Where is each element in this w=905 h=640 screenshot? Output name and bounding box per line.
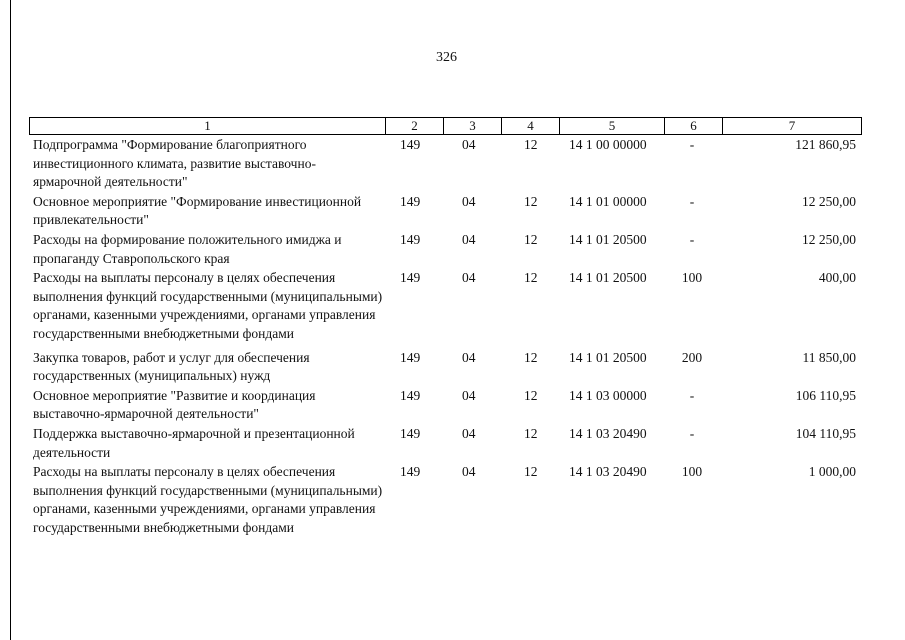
row-amount: 11 850,00 (802, 349, 856, 365)
row-code-4: 12 (524, 425, 538, 441)
row-name: Закупка товаров, работ и услуг для обеспечения государственных (муниципальных) нужд (33, 349, 310, 384)
header-col-2: 2 (386, 118, 444, 135)
row-code-4: 12 (524, 137, 538, 152)
row-code-4: 12 (524, 464, 538, 480)
page-number: 326 (436, 50, 457, 65)
row-code-2: 149 (400, 137, 421, 152)
table-row (33, 425, 863, 462)
row-amount: 121 860,95 (795, 137, 856, 152)
table-row (33, 269, 863, 343)
header-col-5: 5 (560, 118, 665, 135)
header-col-3: 3 (444, 118, 502, 135)
row-code-6: 200 (681, 349, 703, 365)
row-amount: 12 250,00 (802, 231, 856, 247)
header-row (30, 118, 862, 135)
row-name: Основное мероприятие "Развитие и координация выставочно-ярмарочной деятельности" (33, 387, 316, 422)
table-row (33, 231, 863, 268)
row-code-5: 14 1 03 20490 (569, 464, 647, 480)
row-code-2: 149 (400, 387, 421, 403)
row-amount: 106 110,95 (795, 387, 856, 403)
row-code-2: 149 (400, 464, 421, 480)
row-name: Расходы на формирование положительного имиджа и пропаганду Ставропольского края (33, 231, 342, 266)
row-code-3: 04 (462, 193, 476, 209)
row-code-3: 04 (462, 270, 476, 286)
header-col-1: 1 (30, 118, 386, 135)
row-code-4: 12 (524, 349, 538, 365)
row-code-6: 100 (681, 464, 703, 480)
row-amount: 104 110,95 (795, 425, 856, 441)
table-row (33, 387, 863, 424)
header-col-4: 4 (502, 118, 560, 135)
row-code-5: 14 1 01 20500 (569, 270, 647, 286)
row-amount: 400,00 (818, 270, 856, 286)
table-row (33, 136, 863, 192)
row-code-5: 14 1 03 20490 (569, 425, 647, 441)
header-col-6: 6 (665, 118, 723, 135)
row-code-3: 04 (462, 231, 476, 247)
row-amount: 1 000,00 (808, 464, 856, 480)
row-name: Расходы на выплаты персоналу в целях обеспечения выполнения функций государственными (муниципальными) органами, казенными учреждениями, органами управления государственными внебюджетными фондами (33, 464, 383, 535)
table-row (33, 193, 863, 230)
row-code-6: - (689, 137, 695, 152)
row-code-3: 04 (462, 137, 476, 152)
row-code-6: - (689, 193, 695, 209)
row-code-4: 12 (524, 387, 538, 403)
column-number-header (29, 117, 862, 135)
budget-rows (33, 136, 863, 537)
row-code-3: 04 (462, 425, 476, 441)
row-code-4: 12 (524, 270, 538, 286)
row-code-2: 149 (400, 425, 421, 441)
row-code-2: 149 (400, 349, 421, 365)
table-row (33, 349, 863, 386)
row-code-5: 14 1 01 20500 (569, 231, 647, 247)
row-code-6: - (689, 425, 695, 441)
header-col-7: 7 (723, 118, 862, 135)
row-amount: 12 250,00 (802, 193, 856, 209)
row-code-5: 14 1 03 00000 (569, 387, 647, 403)
row-code-5: 14 1 01 00000 (569, 193, 647, 209)
row-code-6: - (689, 231, 695, 247)
row-code-6: - (689, 387, 695, 403)
page-left-edge (10, 0, 11, 640)
row-code-3: 04 (462, 387, 476, 403)
row-name: Основное мероприятие "Формирование инвестиционной привлекательности" (33, 193, 362, 228)
row-code-2: 149 (400, 193, 421, 209)
row-code-4: 12 (524, 231, 538, 247)
row-code-2: 149 (400, 231, 421, 247)
row-code-5: 14 1 00 00000 (569, 137, 647, 152)
row-name: Поддержка выставочно-ярмарочной и презентационной деятельности (33, 425, 355, 460)
row-name: Подпрограмма "Формирование благоприятного инвестиционного климата, развитие выставочно-ярмарочной деятельности" (33, 137, 316, 190)
row-code-3: 04 (462, 349, 476, 365)
row-code-3: 04 (462, 464, 476, 480)
row-code-4: 12 (524, 193, 538, 209)
row-name: Расходы на выплаты персоналу в целях обеспечения выполнения функций государственными (муниципальными) органами, казенными учреждениями, органами управления государственными внебюджетными фондами (33, 270, 383, 341)
row-code-6: 100 (681, 270, 703, 286)
row-code-2: 149 (400, 270, 421, 286)
row-code-5: 14 1 01 20500 (569, 349, 647, 365)
table-row (33, 463, 863, 537)
